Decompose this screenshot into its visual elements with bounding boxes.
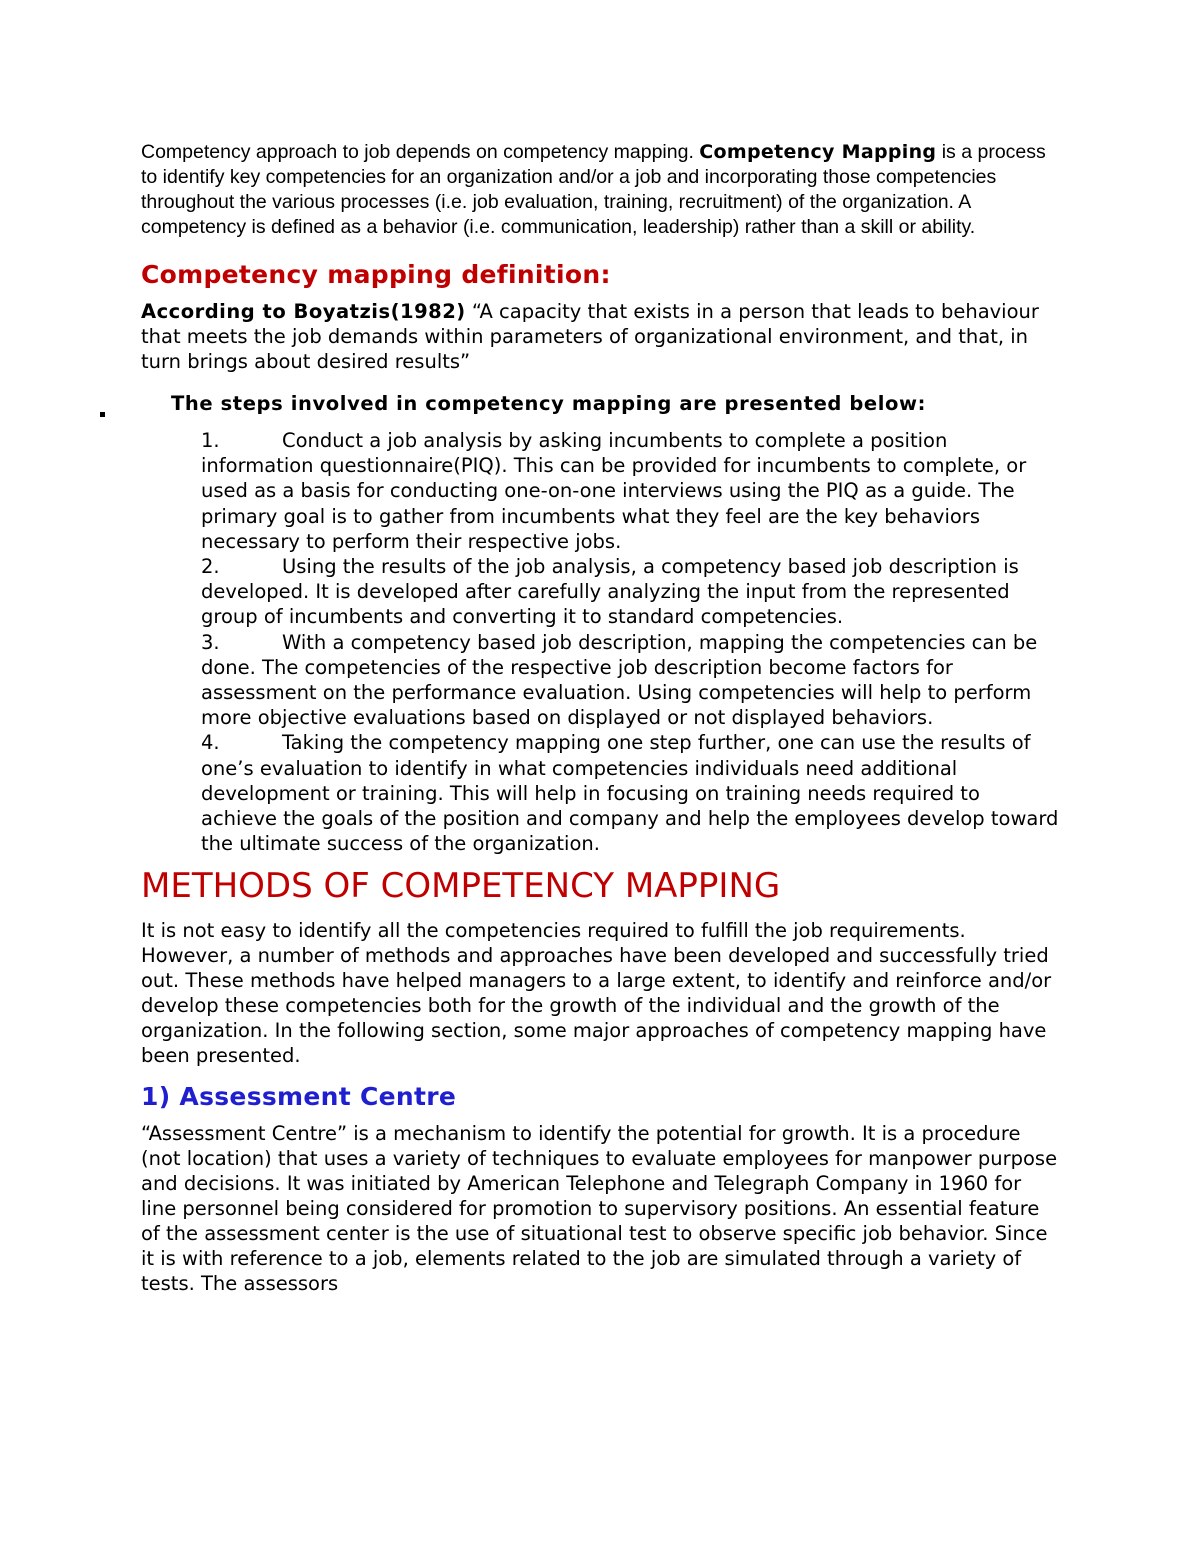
list-item <box>201 554 1061 630</box>
list-item <box>201 630 1061 731</box>
list-item-number: 3. <box>201 630 220 654</box>
list-item-text: With a competency based job description, mapping the competencies can be done. The competencies of the respective job description become factors for assessment on the performance evaluation. Using competencies will help to perform more objective evaluations based on displayed or not displayed behaviors. <box>201 630 1038 730</box>
list-item-text: Conduct a job analysis by asking incumbents to complete a position information questionnaire(PIQ). This can be provided for incumbents to complete, or used as a basis for conducting one-on-one interviews using the PIQ as a guide. The primary goal is to gather from incumbents what they feel are the key behaviors necessary to perform their respective jobs. <box>201 429 1027 553</box>
list-item-number: 4. <box>201 731 220 755</box>
methods-paragraph: It is not easy to identify all the competencies required to fulfill the job requirements. However, a number of methods and approaches have been developed and successfully tried out. These methods have helped managers to a large extent, to identify and reinforce and/or develop these competencies both for the growth of the individual and the growth of the organization. In the following section, some major approaches of competency mapping have been presented. <box>141 919 1052 1068</box>
intro-paragraph <box>141 140 1061 240</box>
list-item-number: 1. <box>201 429 220 452</box>
definition-source: According to Boyatzis(1982) <box>141 300 466 323</box>
document-page <box>141 140 1061 1296</box>
intro-term: Competency Mapping <box>699 141 937 163</box>
methods-heading: METHODS OF COMPETENCY MAPPING <box>141 866 781 907</box>
definition-heading: Competency mapping definition: <box>141 260 611 289</box>
list-item-number: 2. <box>201 555 220 579</box>
list-item-text: Using the results of the job analysis, a competency based job description is developed. It is developed after carefully analyzing the input from the represented group of incumbents and converting it to standard competencies. <box>201 555 1019 629</box>
list-item <box>201 428 1061 554</box>
intro-text-start: Competency approach to job depends on competency mapping. <box>141 141 700 163</box>
bullet-marker-icon <box>100 412 105 417</box>
steps-list <box>201 428 1061 856</box>
assessment-centre-paragraph: “Assessment Centre” is a mechanism to identify the potential for growth. It is a procedure (not location) that uses a variety of techniques to evaluate employees for manpower purpose and decisions. It was initiated by American Telephone and Telegraph Company in 1960 for line personnel being considered for promotion to supervisory positions. An essential feature of the assessment center is the use of situational test to observe specific job behavior. Since it is with reference to a job, elements related to the job are simulated through a variety of tests. The assessors <box>141 1122 1058 1296</box>
definition-paragraph <box>141 299 1061 374</box>
steps-heading-text: The steps involved in competency mapping are presented below: <box>171 392 927 415</box>
list-item <box>201 730 1061 856</box>
steps-heading <box>141 391 1061 416</box>
definition-quote: “A capacity that exists in a person that leads to behaviour that meets the job demands within parameters of organizational environment, and that, in turn brings about desired results” <box>141 300 1039 373</box>
list-item-text: Taking the competency mapping one step further, one can use the results of one’s evaluation to identify in what competencies individuals need additional development or training. This will help in focusing on training needs required to achieve the goals of the position and company and help the employees develop toward the ultimate success of the organization. <box>201 731 1059 856</box>
intro-text-end: is a process to identify key competencies for an organization and/or a job and incorporating those competencies throughout the various processes (i.e. job evaluation, training, recruitment) of the organization. A competency is defined as a behavior (i.e. communication, leadership) rather than a skill or ability. <box>141 141 1046 238</box>
assessment-centre-heading: 1) Assessment Centre <box>141 1082 457 1112</box>
